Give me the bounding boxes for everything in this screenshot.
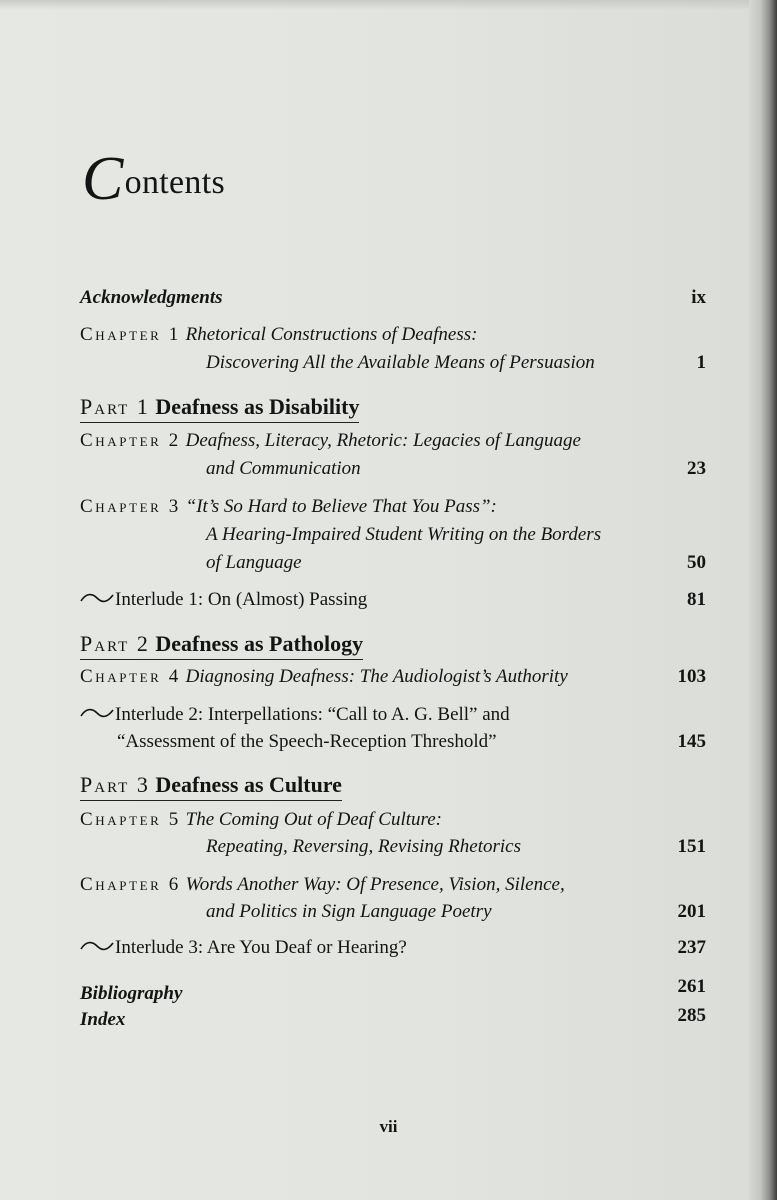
toc-page-chapter-3: 50 [687,552,706,573]
chapter-title-line: “It’s So Hard to Believe That You Pass”: [185,496,497,517]
chapter-label: Chapter 1 [80,324,181,345]
page-number-footer: vii [379,1117,398,1136]
toc-page-chapter-5: 151 [677,836,706,857]
tilde-swash-icon [80,940,114,952]
toc-page-chapter-4: 103 [677,666,706,687]
toc-entry-index: Index [80,1009,126,1030]
interlude-title: Interlude 2: Interpellations: “Call to A. G. Bell” and [115,704,510,725]
toc-page-bibliography: 261 [677,976,706,997]
chapter-title-line: Repeating, Reversing, Revising Rhetorics [206,836,521,857]
part-label: Part 1 [80,394,150,419]
chapter-title-line: Words Another Way: Of Presence, Vision, Silence, [185,874,565,895]
interlude-title: Interlude 1: On (Almost) Passing [115,589,368,610]
chapter-title-line: and Communication [206,458,361,479]
toc-entry-chapter-2 [80,430,581,452]
chapter-title-line: The Coming Out of Deaf Culture: [185,809,442,830]
toc-entry-chapter-6 [80,874,565,896]
part-title: Deafness as Culture [155,772,342,797]
chapter-title-line: Discovering All the Available Means of Persuasion [206,352,595,373]
toc-page-interlude-2: 145 [677,731,706,752]
tilde-swash-icon [80,592,114,604]
chapter-title-line: Rhetorical Constructions of Deafness: [185,324,478,345]
page-title [82,145,225,213]
part-title: Deafness as Disability [155,394,360,419]
toc-page-chapter-1: 1 [696,352,706,373]
part-heading-2 [80,631,363,660]
chapter-title-line: Diagnosing Deafness: The Audiologist’s Authority [185,666,568,687]
toc-page-chapter-6: 201 [677,901,706,922]
toc-entry-chapter-3 [80,496,497,518]
chapter-label: Chapter 2 [80,430,181,451]
chapter-title-line: A Hearing-Impaired Student Writing on the Borders [206,524,602,545]
book-spine-shadow [749,0,777,1200]
toc-page-chapter-2: 23 [687,458,706,479]
page-top-shadow [0,0,777,10]
toc-entry-interlude-3 [80,937,407,959]
title-dropcap: C [82,145,124,213]
interlude-title: Interlude 3: Are You Deaf or Hearing? [115,937,407,958]
toc-entry-chapter-5 [80,809,442,831]
tilde-swash-icon [80,707,114,719]
part-heading-1 [80,394,359,423]
part-title: Deafness as Pathology [155,631,364,656]
toc-page-interlude-3: 237 [677,937,706,958]
chapter-label: Chapter 3 [80,496,181,517]
chapter-label: Chapter 5 [80,809,181,830]
chapter-label: Chapter 6 [80,874,181,895]
chapter-title-line: of Language [206,552,302,573]
interlude-title-line: “Assessment of the Speech-Reception Threshold” [117,731,497,752]
toc-entry-interlude-1 [80,589,367,611]
toc-page-index: 285 [677,1005,706,1026]
chapter-title-line: and Politics in Sign Language Poetry [206,901,492,922]
chapter-label: Chapter 4 [80,666,181,687]
part-label: Part 3 [80,772,150,797]
title-rest: ontents [124,164,225,201]
toc-entry-acknowledgments: Acknowledgments [80,287,223,308]
toc-entry-bibliography: Bibliography [80,983,183,1004]
part-heading-3 [80,772,342,801]
toc-entry-interlude-2 [80,704,510,726]
toc-page-interlude-1: 81 [687,589,706,610]
chapter-title-line: Deafness, Literacy, Rhetoric: Legacies of Language [185,430,581,451]
toc-page-acknowledgments: ix [691,287,706,308]
toc-entry-chapter-4 [80,666,568,688]
part-label: Part 2 [80,631,150,656]
toc-entry-chapter-1 [80,324,477,346]
